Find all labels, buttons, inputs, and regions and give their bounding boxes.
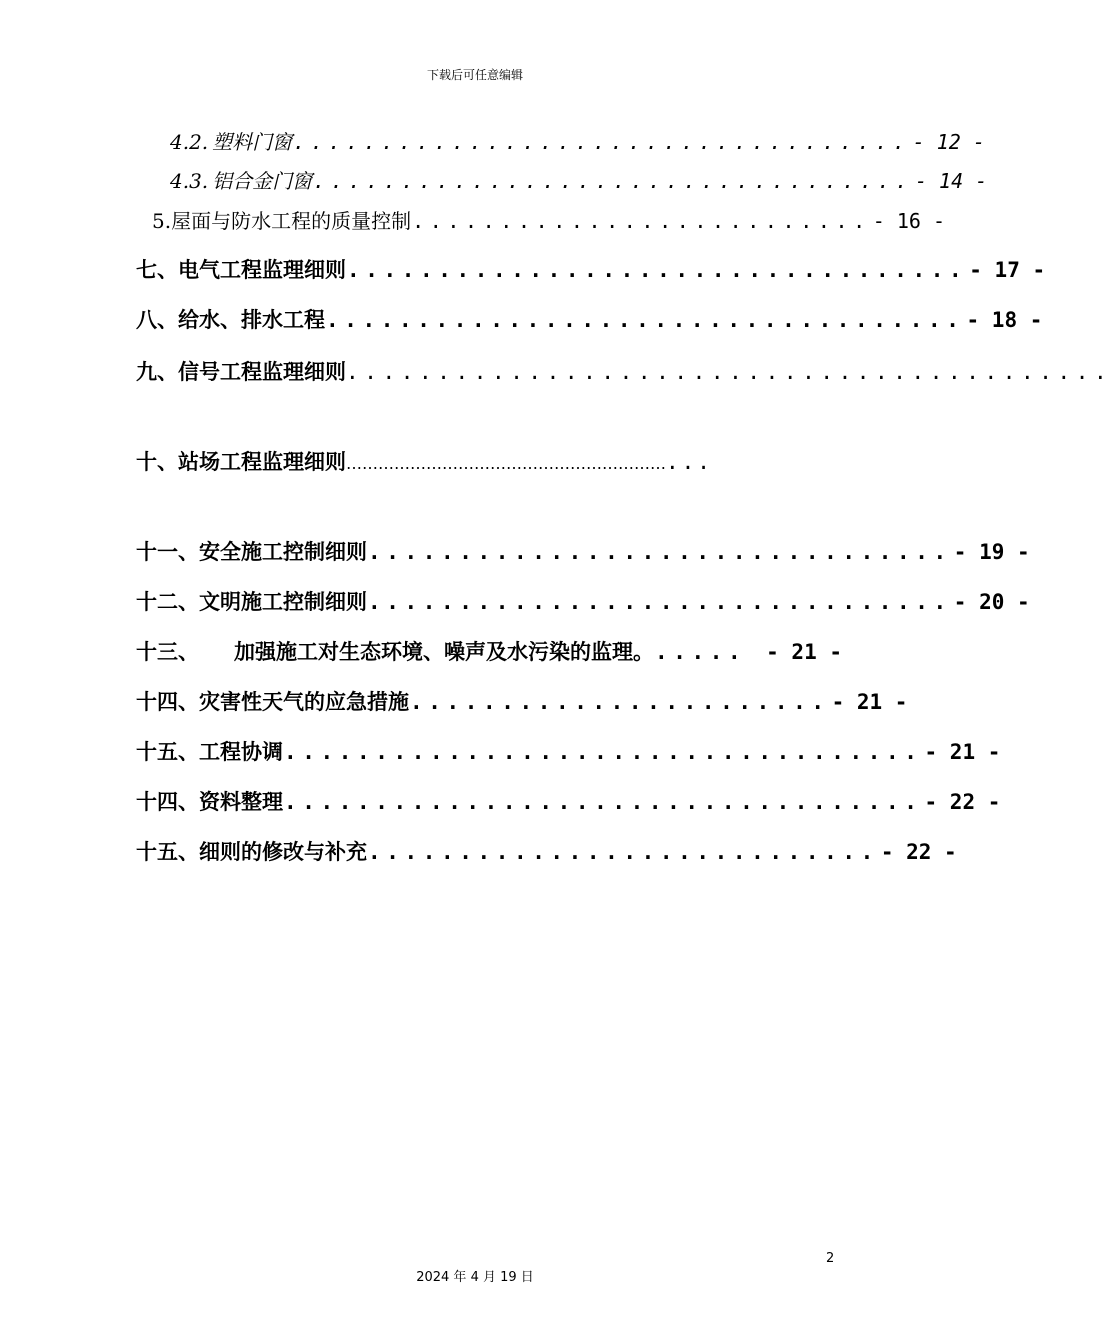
toc-entry-page: - 22 - (880, 840, 957, 864)
toc-entry-number: 十四、 (136, 689, 199, 714)
toc-entry-15[interactable] (136, 736, 1001, 766)
toc-leader-tail: ... (666, 450, 713, 474)
toc-entry-page: - 12 - (912, 130, 985, 154)
toc-entry-8[interactable] (136, 304, 1043, 334)
toc-entry-title: 信号工程监理细则 (178, 359, 346, 384)
toc-entry-number: 九、 (136, 359, 178, 384)
toc-entry-title: 安全施工控制细则 (199, 539, 367, 564)
toc-leader: ................................... (284, 790, 923, 814)
toc-entry-number: 十五、 (136, 839, 199, 864)
toc-entry-number: 十三、 (136, 639, 199, 664)
toc-leader: .................................. (347, 258, 968, 282)
toc-entry-title: 屋面与防水工程的质量控制 (171, 209, 412, 233)
toc-entry-title: 文明施工控制细则 (199, 589, 367, 614)
toc-entry-page: - 21 - (831, 690, 908, 714)
toc-entry-title: 电气工程监理细则 (178, 257, 346, 282)
toc-leader: ................................... (293, 130, 911, 154)
toc-entry-12[interactable] (136, 586, 1030, 616)
toc-entry-11[interactable] (136, 536, 1030, 566)
toc-entry-title: 细则的修改与补充 (199, 839, 367, 864)
toc-leader: .......................... (412, 209, 871, 233)
page-number: 2 (826, 1251, 835, 1266)
toc-leader: ................................... (284, 740, 923, 764)
toc-entry-number: 十一、 (136, 539, 199, 564)
toc-leader: .................................. (313, 169, 913, 193)
toc-entry-14b[interactable] (136, 786, 1001, 816)
toc-leader: ............................ (368, 840, 879, 864)
toc-entry-4-2[interactable] (170, 126, 985, 156)
toc-entry-title: 塑料门窗 (212, 130, 293, 154)
toc-entry-15b[interactable] (136, 836, 957, 866)
toc-entry-page: - 18 - (966, 308, 1043, 332)
toc-entry-number: 4.3. (170, 169, 209, 193)
toc-leader: .......................................... (346, 360, 1112, 384)
toc-entry-4-3[interactable] (170, 165, 988, 195)
toc-entry-number: 十二、 (136, 589, 199, 614)
toc-entry-page: - 22 - (924, 790, 1001, 814)
toc-leader: ................................ (368, 590, 952, 614)
toc-leader: ..... (655, 640, 747, 664)
toc-entry-number: 十四、 (136, 789, 199, 814)
toc-entry-page: - 20 - (953, 590, 1030, 614)
toc-entry-number: 5. (152, 209, 172, 233)
toc-entry-5[interactable] (152, 205, 946, 235)
toc-entry-7[interactable] (136, 254, 1046, 284)
toc-leader: …………………………………………………… (346, 454, 666, 473)
toc-entry-14[interactable] (136, 686, 908, 716)
toc-entry-title: 工程协调 (199, 739, 283, 764)
toc-leader: ....................... (410, 690, 830, 714)
toc-entry-number: 八、 (136, 307, 178, 332)
toc-entry-page: - 19 - (953, 540, 1030, 564)
toc-entry-page: - 21 - (924, 740, 1001, 764)
toc-leader: ................................... (326, 308, 965, 332)
toc-entry-number: 七、 (136, 257, 178, 282)
toc-entry-title: 站场工程监理细则 (178, 449, 346, 474)
toc-entry-title: 铝合金门窗 (212, 169, 313, 193)
toc-entry-title: 加强施工对生态环境、噪声及水污染的监理。 (234, 639, 654, 664)
toc-entry-page: - 14 - (914, 169, 988, 193)
toc-leader: ................................ (368, 540, 952, 564)
toc-entry-9[interactable] (136, 356, 1112, 386)
toc-entry-title: 给水、排水工程 (178, 307, 325, 332)
header-note: 下载后可任意编辑 (426, 68, 523, 82)
toc-entry-10[interactable] (136, 446, 846, 476)
toc-entry-page: - 21 - (766, 640, 842, 664)
footer-date: 2024 年 4 月 19 日 (416, 1270, 534, 1285)
toc-entry-page: - 16 - (872, 209, 946, 233)
toc-entry-title: 资料整理 (199, 789, 283, 814)
toc-entry-number: 十、 (136, 449, 178, 474)
toc-entry-13[interactable] (136, 636, 842, 666)
toc-entry-number: 4.2. (170, 130, 209, 154)
toc-entry-number: 十五、 (136, 739, 199, 764)
toc-entry-page: - 17 - (969, 258, 1046, 282)
toc-entry-title: 灾害性天气的应急措施 (199, 689, 409, 714)
